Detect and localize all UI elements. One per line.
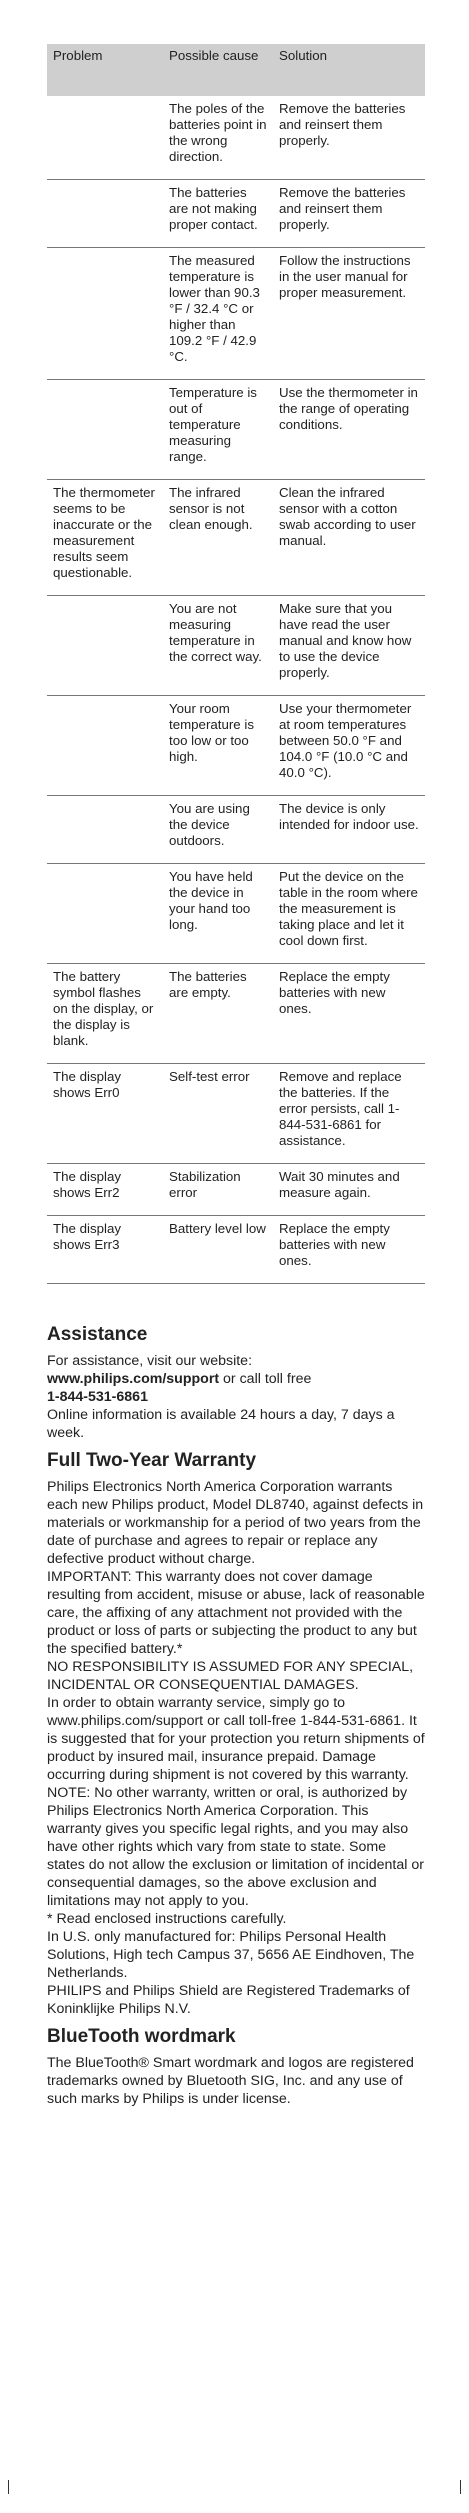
warranty-heading: Full Two-Year Warranty	[47, 1450, 257, 1471]
header-solution: Solution	[273, 44, 425, 96]
bluetooth-text: The BlueTooth® Smart wordmark and logos are registered trademarks owned by Bluetooth SIG, Inc. and any use of such marks by Philips is under license.	[47, 2055, 414, 2107]
problem-cell	[47, 180, 163, 248]
assistance-section	[47, 1324, 425, 1442]
cause-cell: The measured temperature is lower than 90.3 °F / 32.4 °C or higher than 109.2 °F / 42.9 °C.	[163, 248, 273, 380]
problem-cell	[47, 596, 163, 696]
solution-cell: Use your thermometer at room temperatures between 50.0 °F and 104.0 °F (10.0 °C and 40.0 °C).	[273, 696, 425, 796]
problem-cell: The thermometer seems to be inaccurate or the measurement results seem questionable.	[47, 480, 163, 596]
assistance-intro: For assistance, visit our website:	[47, 1353, 253, 1369]
table-row	[47, 248, 425, 380]
solution-cell: Remove the batteries and reinsert them properly.	[273, 96, 425, 180]
warranty-paragraph: NOTE: No other warranty, written or oral, is authorized by Philips Electronics North America Corporation. This warranty gives you specific legal rights, and you may also have other rights which vary from state to state. Some states do not allow the exclusion or limitation of incidental or consequential damages, so the above exclusion and limitations may not apply to you.	[47, 1785, 424, 1909]
problem-cell: The display shows Err0	[47, 1064, 163, 1164]
solution-cell: Remove and replace the batteries. If the error persists, call 1-844-531-6861 for assistance.	[273, 1064, 425, 1164]
cause-cell: The poles of the batteries point in the wrong direction.	[163, 96, 273, 180]
table-row	[47, 1216, 425, 1284]
table-row	[47, 1164, 425, 1216]
solution-cell: Remove the batteries and reinsert them properly.	[273, 180, 425, 248]
bluetooth-heading: BlueTooth wordmark	[47, 2026, 236, 2047]
cause-cell: The infrared sensor is not clean enough.	[163, 480, 273, 596]
cause-cell: The batteries are not making proper contact.	[163, 180, 273, 248]
solution-cell: Replace the empty batteries with new ones.	[273, 964, 425, 1064]
table-row	[47, 696, 425, 796]
problem-cell: The battery symbol flashes on the display, or the display is blank.	[47, 964, 163, 1064]
solution-cell: The device is only intended for indoor use.	[273, 796, 425, 864]
bluetooth-section	[47, 2026, 425, 2108]
solution-cell: Clean the infrared sensor with a cotton swab according to user manual.	[273, 480, 425, 596]
cause-cell: The batteries are empty.	[163, 964, 273, 1064]
warranty-paragraph: PHILIPS and Philips Shield are Registered Trademarks of Koninklijke Philips N.V.	[47, 1983, 410, 2017]
warranty-paragraph: In U.S. only manufactured for: Philips Personal Health Solutions, High tech Campus 37, 5656 AE Eindhoven, The Netherlands.	[47, 1929, 415, 1981]
manual-page	[47, 44, 425, 2108]
table-row	[47, 864, 425, 964]
cause-cell: Your room temperature is too low or too high.	[163, 696, 273, 796]
table-row	[47, 596, 425, 696]
solution-cell: Replace the empty batteries with new ones.	[273, 1216, 425, 1284]
solution-cell: Follow the instructions in the user manual for proper measurement.	[273, 248, 425, 380]
cause-cell: Self-test error	[163, 1064, 273, 1164]
warranty-paragraph: IMPORTANT: This warranty does not cover damage resulting from accident, misuse or abuse, lack of reasonable care, the affixing of any attachment not provided with the product or loss of parts or subjecting the product to any but the specified battery.*	[47, 1569, 425, 1657]
warranty-text	[47, 1478, 425, 2018]
call-text: or call toll free	[219, 1371, 312, 1387]
table-row	[47, 480, 425, 596]
assistance-heading: Assistance	[47, 1324, 148, 1345]
assistance-text	[47, 1352, 425, 1442]
problem-cell	[47, 696, 163, 796]
problem-cell	[47, 96, 163, 180]
assistance-contact	[47, 1370, 425, 1388]
header-possible-cause: Possible cause	[163, 44, 273, 96]
table-row	[47, 96, 425, 180]
problem-cell	[47, 864, 163, 964]
header-problem: Problem	[47, 44, 163, 96]
table-row	[47, 796, 425, 864]
cause-cell: Battery level low	[163, 1216, 273, 1284]
cause-cell: You are using the device outdoors.	[163, 796, 273, 864]
crop-mark	[8, 2480, 9, 2494]
problem-cell: The display shows Err3	[47, 1216, 163, 1284]
support-website-link[interactable]: www.philips.com/support	[47, 1371, 220, 1387]
solution-cell: Wait 30 minutes and measure again.	[273, 1164, 425, 1216]
solution-cell: Make sure that you have read the user manual and know how to use the device properly.	[273, 596, 425, 696]
solution-cell: Put the device on the table in the room where the measurement is taking place and let it cool down first.	[273, 864, 425, 964]
table-row	[47, 180, 425, 248]
warranty-paragraph: NO RESPONSIBILITY IS ASSUMED FOR ANY SPECIAL, INCIDENTAL OR CONSEQUENTIAL DAMAGES.	[47, 1659, 414, 1693]
cause-cell: Temperature is out of temperature measuring range.	[163, 380, 273, 480]
troubleshooting-table	[47, 44, 425, 1284]
cause-cell: Stabilization error	[163, 1164, 273, 1216]
table-header-row	[47, 44, 425, 96]
cause-cell: You have held the device in your hand too long.	[163, 864, 273, 964]
table-row	[47, 380, 425, 480]
support-hours: Online information is available 24 hours a day, 7 days a week.	[47, 1407, 395, 1441]
problem-cell	[47, 796, 163, 864]
problem-cell	[47, 380, 163, 480]
support-phone: 1-844-531-6861	[47, 1389, 148, 1405]
warranty-paragraph: * Read enclosed instructions carefully.	[47, 1911, 287, 1927]
cause-cell: You are not measuring temperature in the correct way.	[163, 596, 273, 696]
table-row	[47, 1064, 425, 1164]
solution-cell: Use the thermometer in the range of operating conditions.	[273, 380, 425, 480]
warranty-section	[47, 1450, 425, 2018]
table-row	[47, 964, 425, 1064]
crop-mark	[460, 2480, 461, 2494]
warranty-paragraph: Philips Electronics North America Corporation warrants each new Philips product, Model DL8740, against defects in materials or workmanship for a period of two years from the date of purchase and agrees to repair or replace any defective product without charge.	[47, 1479, 424, 1567]
problem-cell	[47, 248, 163, 380]
problem-cell: The display shows Err2	[47, 1164, 163, 1216]
warranty-paragraph: In order to obtain warranty service, simply go to www.philips.com/support or call toll-free 1-844-531-6861. It is suggested that for your protection you return shipments of product by insured mail, insurance prepaid. Damage occurring during shipment is not covered by this warranty.	[47, 1695, 425, 1783]
